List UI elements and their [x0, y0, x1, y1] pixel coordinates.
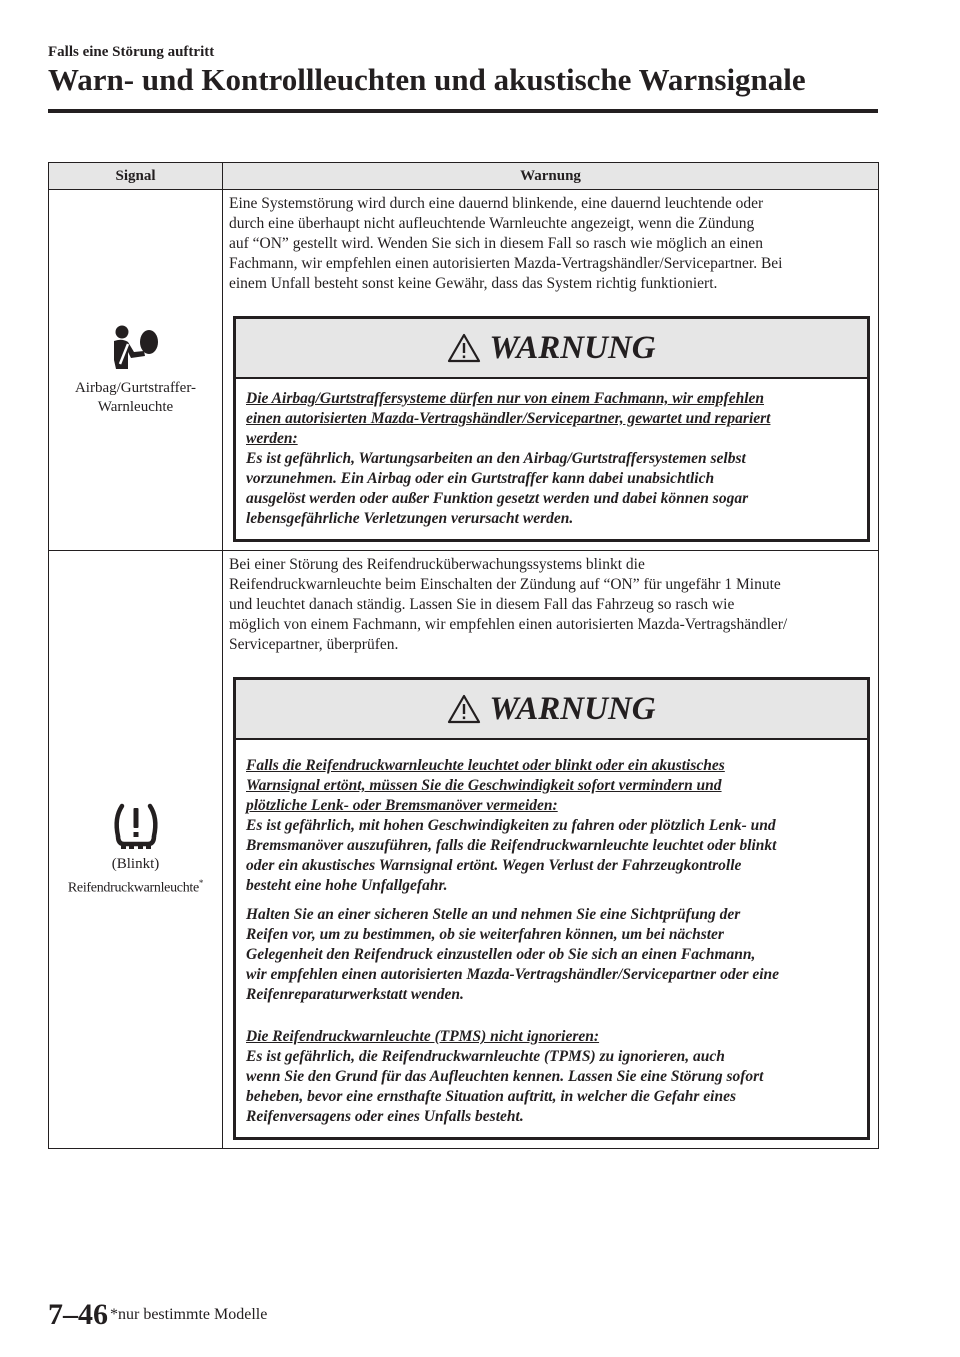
- warning-title: WARNUNG: [489, 690, 656, 727]
- table-header-row: [49, 163, 879, 190]
- warning-body: Die Airbag/Gurtstraffersysteme dürfen nur von einem Fachmann, wir empfehlen einen autorisierten Mazda-Vertragshändler/Servicepartner, gewartet und repariert werden: Es ist gefährlich, Wartungsarbeiten an den Airbag/Gurtstraffersystemen selbst vorzunehmen. Ein Airbag oder ein Gurtstraffer kann dabei unabsichtlich ausgelöst werden oder außer Funktion gesetzt werden und dabei können sogar lebensgefährliche Verletzungen verursacht werden.: [246, 390, 771, 527]
- warning-box: [233, 677, 870, 1140]
- footnote: *nur bestimmte Modelle: [110, 1306, 268, 1323]
- signal-label: Reifendruckwarnleuchte*: [67, 877, 204, 896]
- airbag-seatbelt-warning-icon: [108, 324, 164, 374]
- signal-label: Airbag/Gurtstraffer-Warnleuchte: [74, 379, 197, 415]
- page-number: 7–46: [48, 1298, 108, 1331]
- warning-header: [236, 319, 867, 379]
- warning-cell: [223, 190, 879, 551]
- signal-note: (Blinkt): [111, 855, 160, 872]
- warning-body: Falls die Reifendruckwarnleuchte leuchtet oder blinkt oder ein akustisches Warnsignal ertönt, müssen Sie die Geschwindigkeit sofort vermindern und plötzliche Lenk- oder Bremsmanöver vermeiden: Es ist gefährlich, mit hohen Geschwindigkeiten zu fahren oder plötzlich Lenk- und Bremsmanöver auszuführen, falls die Reifendruckwarnleuchte leuchtet oder blinkt oder ein akustisches Warnsignal ertönt. Wegen Verlust der Fahrzeugkontrolle besteht eine hohe Unfallgefahr. Halten Sie an einer sicheren Stelle an und nehmen Sie eine Sichtprüfung der Reifen vor, um zu bestimmen, ob sie weiterfahren können, um bei nächster Gelegenheit den Reifendruck einzustellen oder ob Sie sich an einen Fachmann, wir empfehlen einen autorisierten Mazda-Vertragshändler/Servicepartner oder eine Reifenreparaturwerkstatt wenden. Die Reifendruckwarnleuchte (TPMS) nicht ignorieren: Es ist gefährlich, die Reifendruckwarnleuchte (TPMS) zu ignorieren, auch wenn Sie den Grund für das Aufleuchten kennen. Lassen Sie eine Störung sofort beheben, bevor eine ernsthafte Situation auftritt, in welcher die Gefahr eines Reifenversagens oder eines Unfalls besteht.: [246, 757, 780, 1125]
- signal-cell: [49, 551, 223, 1149]
- warning-header: [236, 680, 867, 740]
- warning-table: [48, 162, 879, 1149]
- warning-triangle-icon: [447, 333, 481, 363]
- tire-pressure-warning-icon: [110, 802, 162, 850]
- signal-cell: [49, 190, 223, 551]
- warning-box: [233, 316, 870, 542]
- table-row: [49, 551, 879, 1149]
- title-rule: [48, 109, 878, 113]
- warning-cell: [223, 551, 879, 1149]
- column-header-warning: Warnung: [223, 163, 879, 190]
- warning-title: WARNUNG: [489, 329, 656, 366]
- table-row: [49, 190, 879, 551]
- section-label: Falls eine Störung auftritt: [48, 44, 215, 60]
- warning-triangle-icon: [447, 694, 481, 724]
- column-header-signal: Signal: [49, 163, 223, 190]
- page-title: Warn- und Kontrollleuchten und akustische Warnsignale: [48, 62, 806, 97]
- description-text: Eine Systemstörung wird durch eine dauernd blinkende, eine dauernd leuchtende oder durch eine überhaupt nicht aufleuchtende Warnleuchte angezeigt, wenn die Zündung auf “ON” gestellt wird. Wenden Sie sich in diesem Fall so rasch wie möglich an einen Fachmann, wir empfehlen einen autorisierten Mazda-Vertragshändler/Servicepartner. Bei einem Unfall besteht sonst keine Gewähr, dass das System richtig funktioniert.: [229, 195, 783, 292]
- description-text: Bei einer Störung des Reifendrucküberwachungssystems blinkt die Reifendruckwarnleuchte beim Einschalten der Zündung auf “ON” für ungefähr 1 Minute und leuchtet danach ständig. Lassen Sie in diesem Fall das Fahrzeug so rasch wie möglich von einem Fachmann, wir empfehlen einen autorisierten Mazda-Vertragshändler/ Servicepartner, überprüfen.: [229, 556, 788, 653]
